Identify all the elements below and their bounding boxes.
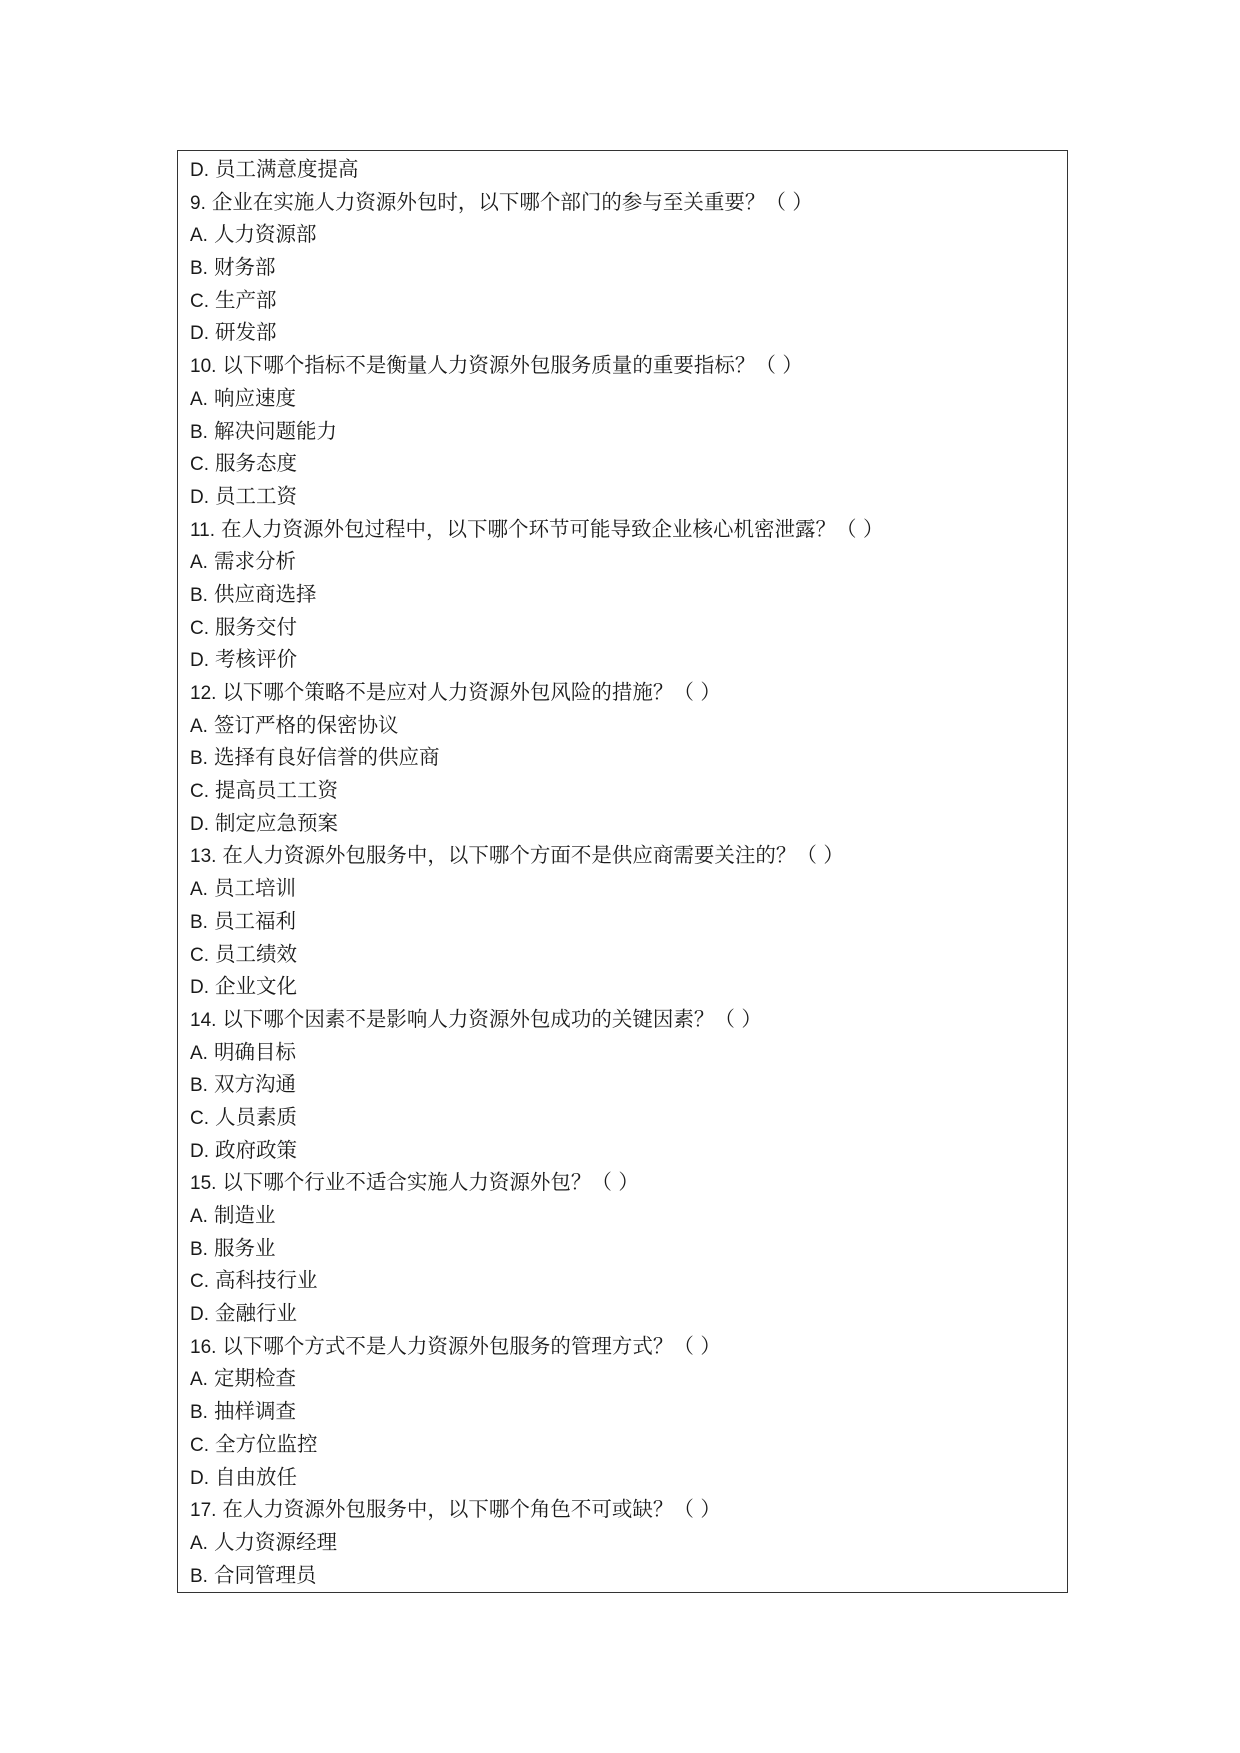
option-text: 企业文化 — [215, 974, 297, 999]
option-label: B. — [190, 1238, 208, 1260]
question-line — [190, 676, 1055, 709]
option-label: B. — [190, 748, 208, 770]
option-line — [190, 1461, 1055, 1494]
question-line — [190, 1166, 1055, 1199]
question-line — [190, 1330, 1055, 1363]
question-text: 以下哪个行业不适合实施人力资源外包？（ ） — [222, 1170, 639, 1195]
option-line — [190, 807, 1055, 840]
option-text: 响应速度 — [213, 385, 296, 410]
option-text: 自由放任 — [215, 1464, 297, 1489]
option-line — [190, 1134, 1055, 1167]
option-line — [190, 1428, 1055, 1461]
option-text: 考核评价 — [215, 647, 297, 672]
option-label: A. — [190, 1206, 208, 1227]
question-line — [190, 1003, 1055, 1036]
option-line — [190, 741, 1055, 774]
question-line — [190, 513, 1055, 546]
option-line — [190, 153, 1055, 186]
option-label: D. — [190, 160, 209, 181]
option-text: 员工工资 — [215, 483, 297, 508]
option-text: 双方沟通 — [213, 1072, 296, 1097]
option-label: D. — [190, 323, 209, 345]
option-text: 生产部 — [215, 287, 277, 312]
question-text: 在人力资源外包服务中，以下哪个方面不是供应商需要关注的？（ ） — [222, 843, 844, 868]
question-number: 14. — [190, 1009, 217, 1031]
option-label: D. — [190, 1467, 209, 1489]
option-line — [190, 1526, 1055, 1559]
option-line — [190, 1199, 1055, 1232]
option-text: 选择有良好信誉的供应商 — [213, 745, 440, 770]
option-line — [190, 284, 1055, 317]
question-text: 以下哪个方式不是人力资源外包服务的管理方式？（ ） — [222, 1333, 721, 1358]
option-line — [190, 382, 1055, 415]
option-text: 抽样调查 — [213, 1399, 296, 1424]
option-text: 制定应急预案 — [215, 810, 338, 835]
option-line — [190, 1068, 1055, 1101]
option-line — [190, 545, 1055, 578]
option-label: B. — [190, 421, 208, 443]
option-text: 签订严格的保密协议 — [213, 712, 399, 737]
option-line — [190, 218, 1055, 251]
option-line — [190, 938, 1055, 971]
option-label: D. — [190, 486, 209, 508]
option-text: 合同管理员 — [213, 1562, 317, 1587]
option-label: B. — [190, 1075, 208, 1097]
option-label: B. — [190, 1565, 208, 1587]
option-label: B. — [190, 911, 208, 933]
option-label: A. — [190, 552, 208, 574]
question-number: 13. — [190, 846, 217, 868]
option-line — [190, 905, 1055, 938]
option-label: D. — [190, 977, 209, 999]
option-label: A. — [190, 388, 208, 410]
option-label: C. — [190, 1107, 209, 1129]
option-text: 高科技行业 — [215, 1268, 318, 1293]
option-label: A. — [190, 1042, 208, 1064]
option-label: C. — [190, 290, 209, 312]
option-line — [190, 872, 1055, 905]
question-number: 9. — [190, 192, 206, 214]
question-text: 在人力资源外包服务中，以下哪个角色不可或缺？（ ） — [222, 1497, 721, 1522]
option-text: 财务部 — [213, 255, 276, 280]
option-text: 研发部 — [215, 320, 277, 345]
option-line — [190, 643, 1055, 676]
option-text: 员工满意度提高 — [215, 157, 359, 181]
question-number: 10. — [190, 356, 217, 378]
option-line — [190, 1232, 1055, 1265]
option-line — [190, 1264, 1055, 1297]
option-label: C. — [190, 617, 209, 639]
question-line — [190, 839, 1055, 872]
option-label: A. — [190, 879, 208, 901]
option-label: A. — [190, 1532, 208, 1554]
question-number: 11. — [190, 519, 216, 541]
option-label: C. — [190, 944, 209, 966]
option-text: 政府政策 — [215, 1137, 297, 1162]
option-text: 人员素质 — [215, 1104, 297, 1129]
option-text: 提高员工工资 — [215, 778, 338, 803]
question-lines — [190, 153, 1055, 1591]
option-label: A. — [190, 1369, 208, 1391]
option-label: D. — [190, 1304, 209, 1326]
option-line — [190, 480, 1055, 513]
option-text: 解决问题能力 — [213, 418, 337, 443]
option-line — [190, 709, 1055, 742]
option-label: B. — [190, 1402, 208, 1424]
option-text: 全方位监控 — [215, 1431, 318, 1456]
option-line — [190, 1362, 1055, 1395]
question-number: 16. — [190, 1336, 217, 1358]
option-label: B. — [190, 584, 208, 606]
option-line — [190, 774, 1055, 807]
question-text: 企业在实施人力资源外包时，以下哪个部门的参与至关重要？（ ） — [211, 189, 813, 214]
question-number: 17. — [190, 1500, 217, 1522]
option-label: C. — [190, 454, 209, 476]
option-label: A. — [190, 225, 208, 247]
option-label: A. — [190, 715, 208, 737]
question-text: 以下哪个策略不是应对人力资源外包风险的措施？（ ） — [222, 680, 721, 704]
question-line — [190, 1493, 1055, 1526]
option-text: 服务态度 — [215, 451, 297, 476]
option-text: 服务业 — [213, 1235, 276, 1260]
option-text: 服务交付 — [215, 614, 297, 639]
option-label: B. — [190, 258, 208, 280]
option-line — [190, 1101, 1055, 1134]
option-text: 员工福利 — [213, 908, 296, 933]
option-line — [190, 316, 1055, 349]
option-text: 需求分析 — [213, 549, 296, 574]
option-text: 定期检查 — [213, 1366, 296, 1391]
option-label: C. — [190, 781, 209, 803]
question-number: 15. — [190, 1173, 217, 1195]
option-line — [190, 611, 1055, 644]
option-label: C. — [190, 1434, 209, 1456]
option-text: 员工培训 — [213, 876, 296, 901]
question-line — [190, 186, 1055, 219]
option-text: 人力资源部 — [213, 222, 317, 247]
question-line — [190, 349, 1055, 382]
option-text: 员工绩效 — [215, 941, 297, 966]
option-line — [190, 415, 1055, 448]
option-label: D. — [190, 1140, 209, 1162]
option-label: D. — [190, 650, 209, 672]
option-text: 供应商选择 — [213, 581, 317, 606]
option-line — [190, 970, 1055, 1003]
option-line — [190, 1559, 1055, 1592]
option-text: 制造业 — [213, 1203, 276, 1227]
option-line — [190, 578, 1055, 611]
question-text: 以下哪个因素不是影响人力资源外包成功的关键因素？（ ） — [222, 1006, 762, 1031]
option-label: C. — [190, 1271, 209, 1293]
question-number: 12. — [190, 683, 217, 704]
question-text: 在人力资源外包过程中，以下哪个环节可能导致企业核心机密泄露？（ ） — [221, 516, 884, 541]
option-text: 人力资源经理 — [213, 1529, 337, 1554]
option-line — [190, 447, 1055, 480]
option-line — [190, 1395, 1055, 1428]
question-box — [177, 150, 1068, 1593]
option-line — [190, 1297, 1055, 1330]
option-label: D. — [190, 813, 209, 835]
question-text: 以下哪个指标不是衡量人力资源外包服务质量的重要指标？（ ） — [222, 353, 803, 378]
option-text: 金融行业 — [215, 1301, 297, 1326]
option-text: 明确目标 — [213, 1039, 296, 1064]
option-line — [190, 1036, 1055, 1069]
option-line — [190, 251, 1055, 284]
